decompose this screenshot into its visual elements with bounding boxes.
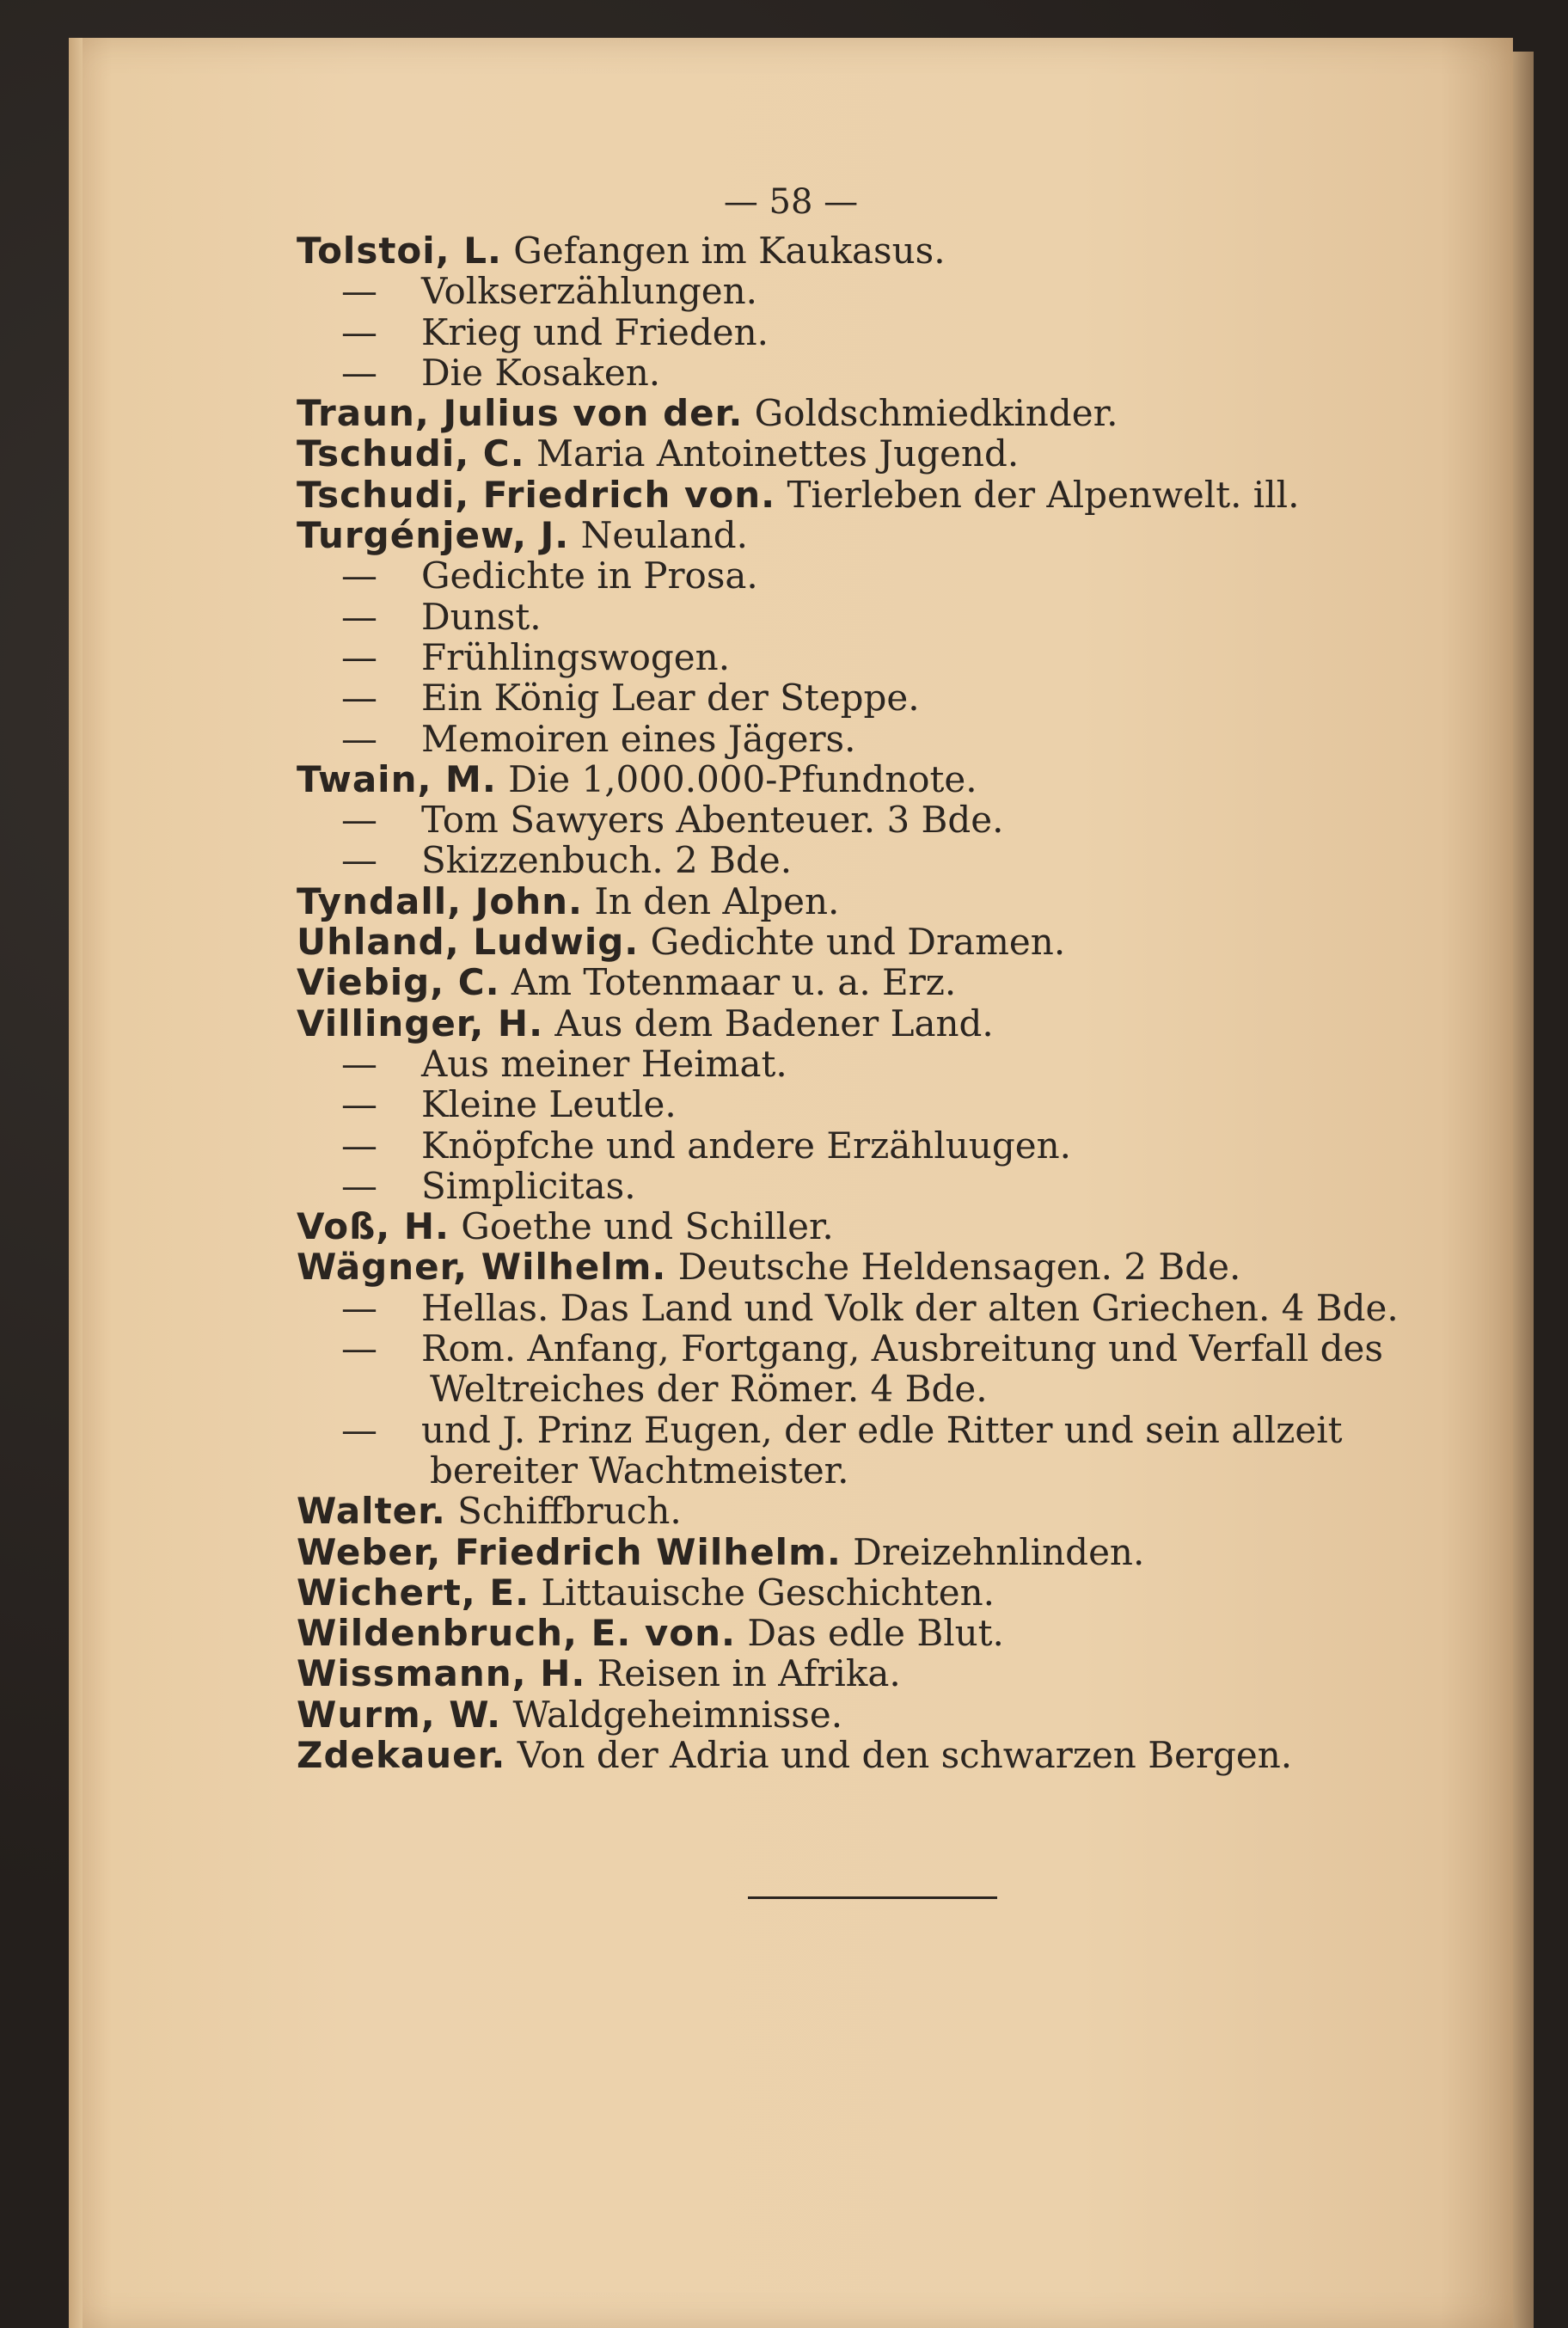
entry-title: Goldschmiedkinder. <box>743 392 1118 435</box>
entry-title: Gefangen im Kaukasus. <box>501 230 946 272</box>
catalog-entry <box>297 433 1449 474</box>
entry-title: Skizzenbuch. 2 Bde. <box>421 839 793 882</box>
entry-title: Reisen in Afrika. <box>585 1652 901 1695</box>
entry-title: Krieg und Frieden. <box>421 310 769 353</box>
entry-title: Aus meiner Heimat. <box>421 1042 787 1085</box>
catalog-entry <box>297 1694 1449 1735</box>
entry-author: Turgénjew, J. <box>297 514 570 557</box>
entry-title: Knöpfche und andere Erzähluugen. <box>421 1124 1071 1167</box>
entry-title: Waldgeheimnisse. <box>501 1693 843 1736</box>
catalog-entry <box>297 475 1449 515</box>
catalog-entry <box>297 597 1449 637</box>
catalog-entry <box>297 759 1449 799</box>
entry-ditto-dash: — <box>341 1164 377 1207</box>
catalog-entry <box>297 352 1449 393</box>
entry-author: Uhland, Ludwig. <box>297 921 640 964</box>
catalog-entry <box>297 922 1449 962</box>
entry-title: und J. Prinz Eugen, der edle Ritter und sein allzeit <box>421 1408 1343 1451</box>
catalog-entry <box>297 1206 1449 1247</box>
entry-author: Zdekauer. <box>297 1733 506 1776</box>
entry-author: Wurm, W. <box>297 1693 502 1736</box>
page-number: — 58 — <box>723 182 859 222</box>
entry-ditto-dash: — <box>341 270 377 313</box>
entry-title: Rom. Anfang, Fortgang, Ausbreitung und Verfall des <box>421 1327 1383 1370</box>
entry-title: Simplicitas. <box>421 1164 636 1207</box>
catalog-entry <box>297 637 1449 677</box>
entry-title: Die 1,000.000-Pfundnote. <box>496 757 977 800</box>
catalog-entry <box>297 230 1449 271</box>
entry-ditto-dash: — <box>341 1124 377 1167</box>
entry-author: Walter. <box>297 1490 446 1533</box>
entry-title: Von der Adria und den schwarzen Bergen. <box>505 1733 1293 1776</box>
catalog-entry <box>297 393 1449 433</box>
entry-author: Traun, Julius von der. <box>297 392 744 435</box>
catalog-entry <box>297 1044 1449 1084</box>
catalog-entry <box>297 1613 1449 1653</box>
entry-title: Am Totenmaar u. a. Erz. <box>499 961 957 1004</box>
entry-title: Schiffbruch. <box>445 1490 682 1533</box>
entry-ditto-dash: — <box>341 717 377 760</box>
catalog-entry <box>297 555 1449 596</box>
catalog-entry <box>297 1410 1449 1450</box>
entry-author: Viebig, C. <box>297 961 500 1004</box>
entry-author: Tolstoi, L. <box>297 230 502 272</box>
entry-author: Twain, M. <box>297 757 497 800</box>
entry-title: Kleine Leutle. <box>421 1083 677 1126</box>
catalog-entry <box>297 840 1449 880</box>
entry-ditto-dash: — <box>341 1042 377 1085</box>
catalog-entry <box>297 799 1449 840</box>
entry-ditto-dash: — <box>341 351 377 394</box>
entry-title: Neuland. <box>569 514 749 557</box>
entry-author: Weber, Friedrich Wilhelm. <box>297 1530 842 1573</box>
entry-title: Tom Sawyers Abenteuer. 3 Bde. <box>421 799 1004 842</box>
entry-title-continuation: bereiter Wachtmeister. <box>430 1449 849 1492</box>
catalog-entry <box>297 1735 1449 1775</box>
entry-title: Die Kosaken. <box>421 351 661 394</box>
entry-ditto-dash: — <box>341 595 377 638</box>
entry-ditto-dash: — <box>341 1286 377 1329</box>
entry-title: Das edle Blut. <box>735 1612 1004 1655</box>
entry-ditto-dash: — <box>341 1083 377 1126</box>
catalog-entry <box>297 881 1449 922</box>
catalog-entry <box>297 1003 1449 1044</box>
catalog-entry <box>297 1247 1449 1287</box>
entry-title: Aus dem Badener Land. <box>543 1002 994 1045</box>
end-rule <box>748 1896 997 1899</box>
entry-title: Frühlingswogen. <box>421 635 731 678</box>
catalog-entry <box>297 1369 1449 1409</box>
catalog-entry <box>297 962 1449 1002</box>
catalog-entry <box>297 719 1449 759</box>
page-gutter <box>69 38 83 2328</box>
catalog-entry <box>297 1328 1449 1369</box>
entry-ditto-dash: — <box>341 677 377 720</box>
entry-title: Gedichte und Dramen. <box>639 921 1066 964</box>
entry-author: Villinger, H. <box>297 1002 544 1045</box>
entry-ditto-dash: — <box>341 310 377 353</box>
catalog-entry <box>297 1450 1449 1491</box>
entry-ditto-dash: — <box>341 839 377 882</box>
entry-title: Memoiren eines Jägers. <box>421 717 856 760</box>
entry-author: Tschudi, C. <box>297 432 525 475</box>
catalog-entry-list <box>297 230 1449 1775</box>
entry-title: Goethe und Schiller. <box>449 1205 834 1248</box>
entry-author: Voß, H. <box>297 1205 450 1248</box>
entry-ditto-dash: — <box>341 635 377 678</box>
catalog-entry <box>297 1572 1449 1613</box>
catalog-entry <box>297 271 1449 311</box>
entry-ditto-dash: — <box>341 554 377 597</box>
entry-ditto-dash: — <box>341 1327 377 1370</box>
entry-author: Wägner, Wilhelm. <box>297 1246 667 1289</box>
page-edge <box>1513 52 1534 2328</box>
catalog-entry <box>297 1653 1449 1694</box>
entry-title: Dreizehnlinden. <box>841 1530 1145 1573</box>
catalog-entry <box>297 312 1449 352</box>
entry-title: Ein König Lear der Steppe. <box>421 677 920 720</box>
entry-title: Hellas. Das Land und Volk der alten Griechen. 4 Bde. <box>421 1286 1399 1329</box>
catalog-entry <box>297 1125 1449 1166</box>
entry-title: Maria Antoinettes Jugend. <box>524 432 1020 475</box>
catalog-entry <box>297 1166 1449 1206</box>
entry-author: Tyndall, John. <box>297 879 583 922</box>
catalog-entry <box>297 515 1449 555</box>
catalog-entry <box>297 1532 1449 1572</box>
entry-ditto-dash: — <box>341 799 377 842</box>
catalog-entry <box>297 677 1449 718</box>
entry-author: Wildenbruch, E. von. <box>297 1612 736 1655</box>
entry-title: In den Alpen. <box>582 879 840 922</box>
entry-title-continuation: Weltreiches der Römer. 4 Bde. <box>430 1368 988 1411</box>
catalog-entry <box>297 1491 1449 1531</box>
entry-title: Tierleben der Alpenwelt. ill. <box>775 473 1300 516</box>
entry-ditto-dash: — <box>341 1408 377 1451</box>
entry-title: Volkserzählungen. <box>421 270 758 313</box>
entry-title: Gedichte in Prosa. <box>421 554 758 597</box>
entry-author: Tschudi, Friedrich von. <box>297 473 776 516</box>
entry-title: Deutsche Heldensagen. 2 Bde. <box>666 1246 1241 1289</box>
entry-author: Wichert, E. <box>297 1571 530 1614</box>
entry-title: Littauische Geschichten. <box>530 1571 995 1614</box>
entry-title: Dunst. <box>421 595 542 638</box>
catalog-entry <box>297 1084 1449 1124</box>
entry-author: Wissmann, H. <box>297 1652 586 1695</box>
catalog-entry <box>297 1288 1449 1328</box>
